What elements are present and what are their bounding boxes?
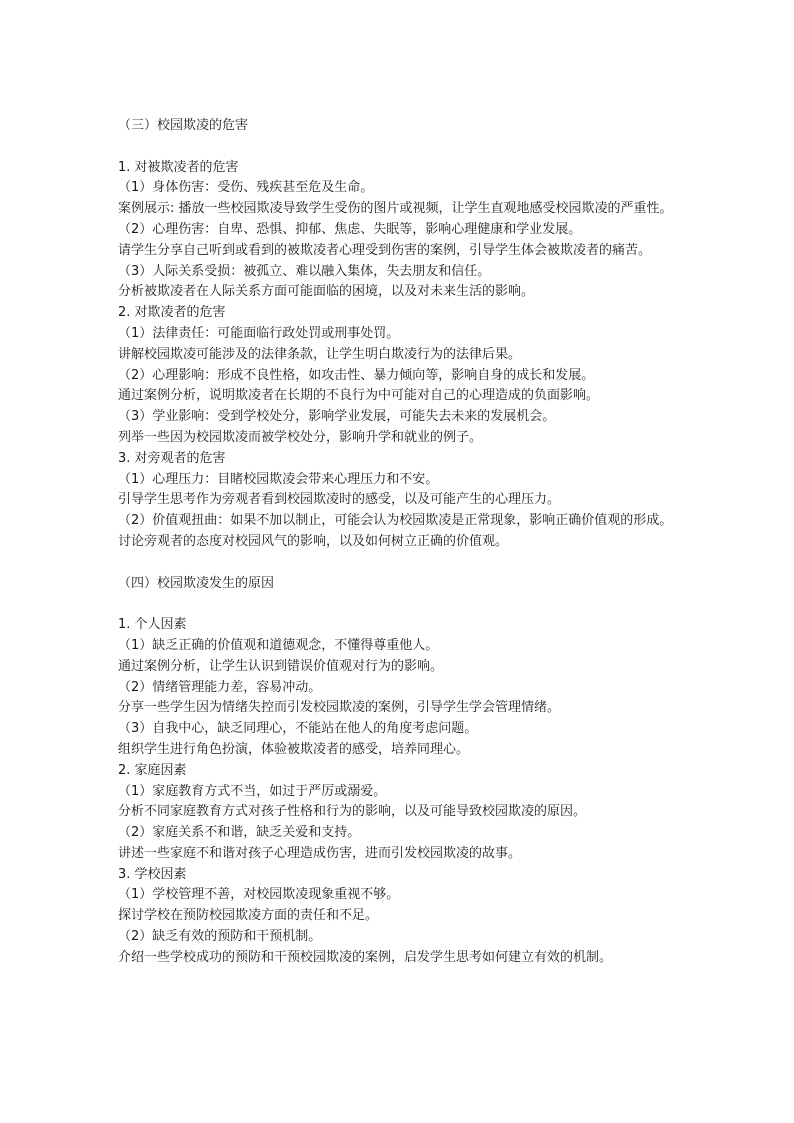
subheading: 3. 对旁观者的危害 <box>118 450 226 466</box>
subheading: 1. 个人因素 <box>118 617 187 633</box>
list-item: （1）心理压力：目睹校园欺凌会带来心理压力和不安。 <box>118 471 439 487</box>
subheading: 2. 对欺凌者的危害 <box>118 305 226 321</box>
list-item: （2）缺乏有效的预防和干预机制。 <box>118 929 322 945</box>
list-item: （2）心理伤害：自卑、恐惧、抑郁、焦虑、失眠等，影响心理健康和学业发展。 <box>118 221 582 237</box>
paragraph: 请学生分享自己听到或看到的被欺凌者心理受到伤害的案例，引导学生体会被欺凌者的痛苦。 <box>118 242 652 258</box>
list-item: （1）身体伤害：受伤、残疾甚至危及生命。 <box>118 180 374 196</box>
paragraph: 探讨学校在预防校园欺凌方面的责任和不足。 <box>118 908 379 924</box>
paragraph: 介绍一些学校成功的预防和干预校园欺凌的案例，启发学生思考如何建立有效的机制。 <box>118 949 613 965</box>
paragraph: 分析不同家庭教育方式对孩子性格和行为的影响，以及可能导致校园欺凌的原因。 <box>118 804 587 820</box>
list-item: （2）心理影响：形成不良性格，如攻击性、暴力倾向等，影响自身的成长和发展。 <box>118 367 595 383</box>
paragraph: 引导学生思考作为旁观者看到校园欺凌时的感受，以及可能产生的心理压力。 <box>118 492 561 508</box>
paragraph: 分析被欺凌者在人际关系方面可能面临的困境，以及对未来生活的影响。 <box>118 284 535 300</box>
blank-line <box>118 553 694 574</box>
section-3 <box>118 116 694 553</box>
list-item: （1）法律责任：可能面临行政处罚或刑事处罚。 <box>118 325 400 341</box>
paragraph: 组织学生进行角色扮演，体验被欺凌者的感受，培养同理心。 <box>118 741 470 757</box>
blank-line <box>118 137 694 158</box>
paragraph: 讲述一些家庭不和谐对孩子心理造成伤害，进而引发校园欺凌的故事。 <box>118 845 522 861</box>
paragraph: 分享一些学生因为情绪失控而引发校园欺凌的案例，引导学生学会管理情绪。 <box>118 700 561 716</box>
paragraph: 通过案例分析，让学生认识到错误价值观对行为的影响。 <box>118 658 444 674</box>
subheading: 2. 家庭因素 <box>118 762 187 778</box>
paragraph: 讲解校园欺凌可能涉及的法律条款，让学生明白欺凌行为的法律后果。 <box>118 346 522 362</box>
list-item: （3）自我中心，缺乏同理心，不能站在他人的角度考虑问题。 <box>118 721 478 737</box>
list-item: （1）家庭教育方式不当，如过于严厉或溺爱。 <box>118 783 387 799</box>
list-item: （3）人际关系受损：被孤立、难以融入集体，失去朋友和信任。 <box>118 263 491 279</box>
list-item: （2）价值观扭曲：如果不加以制止，可能会认为校园欺凌是正常现象，影响正确价值观的形成。 <box>118 513 673 529</box>
list-item: （2）家庭关系不和谐，缺乏关爱和支持。 <box>118 825 361 841</box>
section-heading: （四）校园欺凌发生的原因 <box>118 575 275 591</box>
list-item: （1）学校管理不善，对校园欺凌现象重视不够。 <box>118 887 400 903</box>
subheading: 1. 对被欺凌者的危害 <box>118 159 239 175</box>
paragraph: 列举一些因为校园欺凌而被学校处分，影响升学和就业的例子。 <box>118 429 483 445</box>
list-item: （3）学业影响：受到学校处分，影响学业发展，可能失去未来的发展机会。 <box>118 409 556 425</box>
subheading: 3. 学校因素 <box>118 866 187 882</box>
list-item: （1）缺乏正确的价值观和道德观念，不懂得尊重他人。 <box>118 637 439 653</box>
paragraph: 案例展示: 播放一些校园欺凌导致学生受伤的图片或视频，让学生直观地感受校园欺凌的严重性。 <box>118 201 673 217</box>
list-item: （2）情绪管理能力差，容易冲动。 <box>118 679 322 695</box>
paragraph: 讨论旁观者的态度对校园风气的影响，以及如何树立正确的价值观。 <box>118 533 509 549</box>
section-heading: （三）校园欺凌的危害 <box>118 118 249 133</box>
section-4 <box>118 574 694 969</box>
blank-line <box>118 594 694 615</box>
paragraph: 通过案例分析，说明欺凌者在长期的不良行为中可能对自己的心理造成的负面影响。 <box>118 388 600 404</box>
